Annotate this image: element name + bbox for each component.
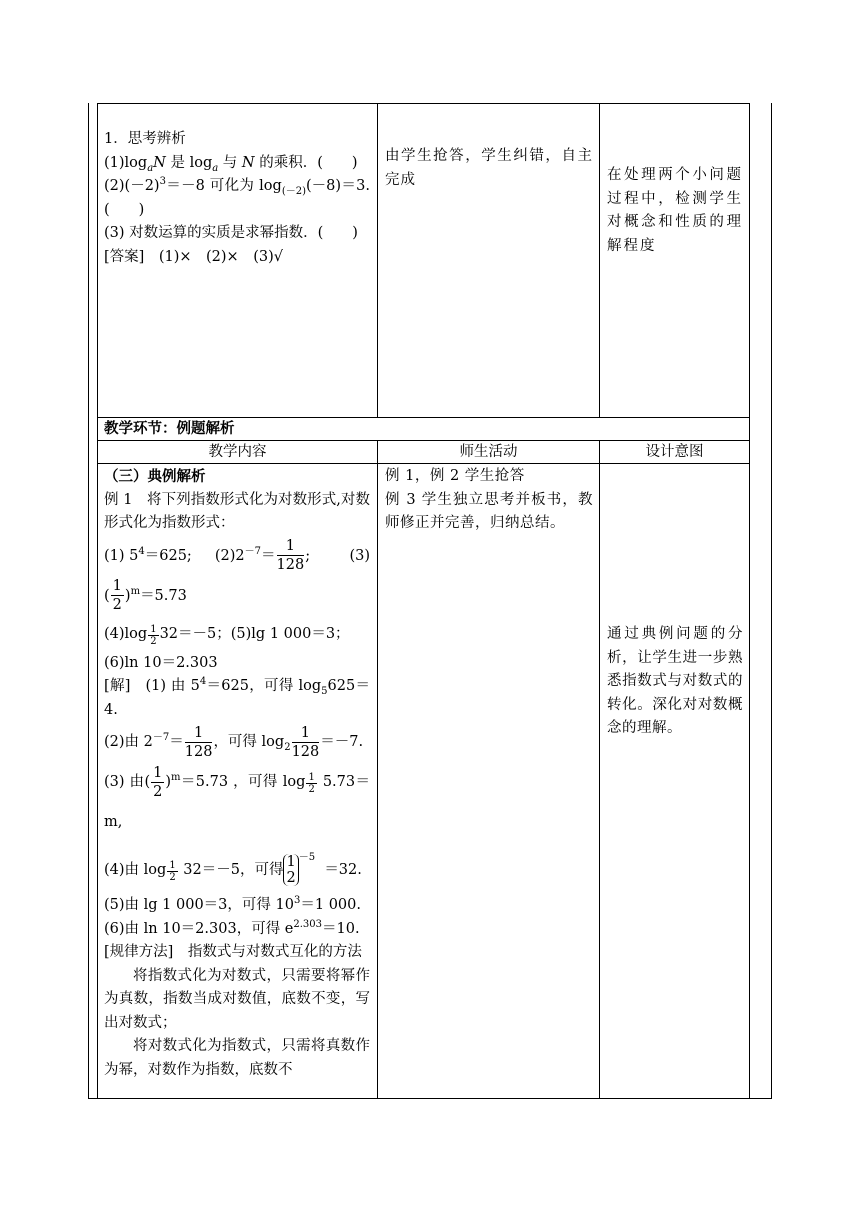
examples-cell [104, 465, 370, 1082]
examples-activity: 例 1，例 2 学生抢答 例 3 学生独立思考并板书，教师修正并完善，归纳总结。 [385, 468, 593, 531]
col-divider-2-top [599, 103, 600, 418]
thinking-activity: 由学生抢答，学生纠错，自主完成 [385, 148, 593, 188]
method-paragraph-1: 将指数式化为对数式，只需要将幂作为真数，指数当成对数值，底数不变，写出对数式； [104, 967, 370, 1031]
table-top-border [97, 103, 749, 104]
examples-intent: 通过典例问题的分析，让学生进一步熟悉指数式与对数式的转化。深化对对数概念的理解。 [607, 626, 743, 736]
header-teaching-content: 教学内容 [208, 444, 267, 460]
solution-3: (3) 由( $\frac{1}{2}$ )$^m$＝5.73 ，可得 log $\frac{1}{2}$ 5.73＝m, [104, 764, 370, 830]
examples-heading: （三）典例解析 [104, 468, 206, 485]
thinking-answer: [答案] (1)× (2)× (3)√ [104, 248, 283, 265]
col-divider-1-bottom [377, 440, 378, 1098]
fraction-1-128: $\frac{1}{128}$ [276, 538, 305, 573]
method-title: [规律方法] 指数式与对数式互化的方法 [104, 944, 362, 960]
section-title: 教学环节：例题解析 [104, 420, 235, 437]
solution-2: (2)由 $2^{-7}=$ $\frac{1}{128}$ ，可得 $\log_2$ $\frac{1}{128}$ ＝－7. [104, 724, 364, 760]
example-items-1-3: (1) $5^4=625$; $(2)2^{-7}=$ $\frac{1}{128}$ ; (3) [104, 538, 370, 573]
method-paragraph-2: 将对数式化为指数式，只需将真数作为幂，对数作为指数，底数不 [104, 1038, 370, 1078]
table-outer-right-border [771, 103, 772, 1099]
table-outer-left-border [88, 103, 89, 1099]
table-left-border [97, 103, 98, 1099]
thinking-cell [104, 128, 370, 269]
solution-6: (6)由 ln 10＝2.303，可得 $e^{2.303}=10$. [104, 918, 360, 937]
row-divider-3 [97, 463, 749, 464]
thinking-title: 1．思考辨析 [104, 131, 186, 147]
solution-5: (5)由 lg 1 000＝3，可得 $10^3=1$ 000. [104, 895, 361, 913]
example-item-6: (6)ln 10＝2.303 [104, 654, 218, 671]
header-design-intent: 设计意图 [645, 444, 704, 460]
table-right-border [749, 103, 750, 1099]
thinking-intent: 在处理两个小问题过程中，检测学生对概念和性质的理解程度 [607, 167, 743, 254]
example-1-prompt: 例 1 将下列指数形式化为对数形式,对数形式化为指数形式： [104, 491, 370, 531]
table-bottom-border [88, 1098, 772, 1099]
solution-4: (4)由 log $\frac{1}{2}$ 32＝－5，可得 1 2 $^{-5}$ ＝32. [104, 852, 362, 886]
solution-1: [解] (1) 由 $5^4=625$，可得 $\log_5625=4$. [104, 676, 371, 718]
example-item-3: ( $\frac{1}{2}$ )$^m$＝5.73 [104, 578, 187, 613]
fraction-half: $\frac{1}{2}$ [112, 578, 122, 613]
paren-fraction-half: 1 2 [283, 854, 298, 886]
thinking-q1: $(1)\log_aN$ 是 $\log_a$ 与 N 的乘积．( ) [104, 154, 358, 174]
header-activity: 师生活动 [459, 444, 518, 460]
col-divider-2-bottom [599, 440, 600, 1098]
example-items-4-5: (4)log $\frac{1}{2}$ 32＝－5；(5)lg 1 000＝3； [104, 623, 350, 647]
thinking-q3: (3) 对数运算的实质是求幂指数．( ) [104, 225, 358, 241]
thinking-q2: $(2)(-2)^3=-8$ 可化为 $\log_{(-2)}(-8)=3$.( ) [104, 176, 371, 218]
col-divider-1-top [377, 103, 378, 418]
